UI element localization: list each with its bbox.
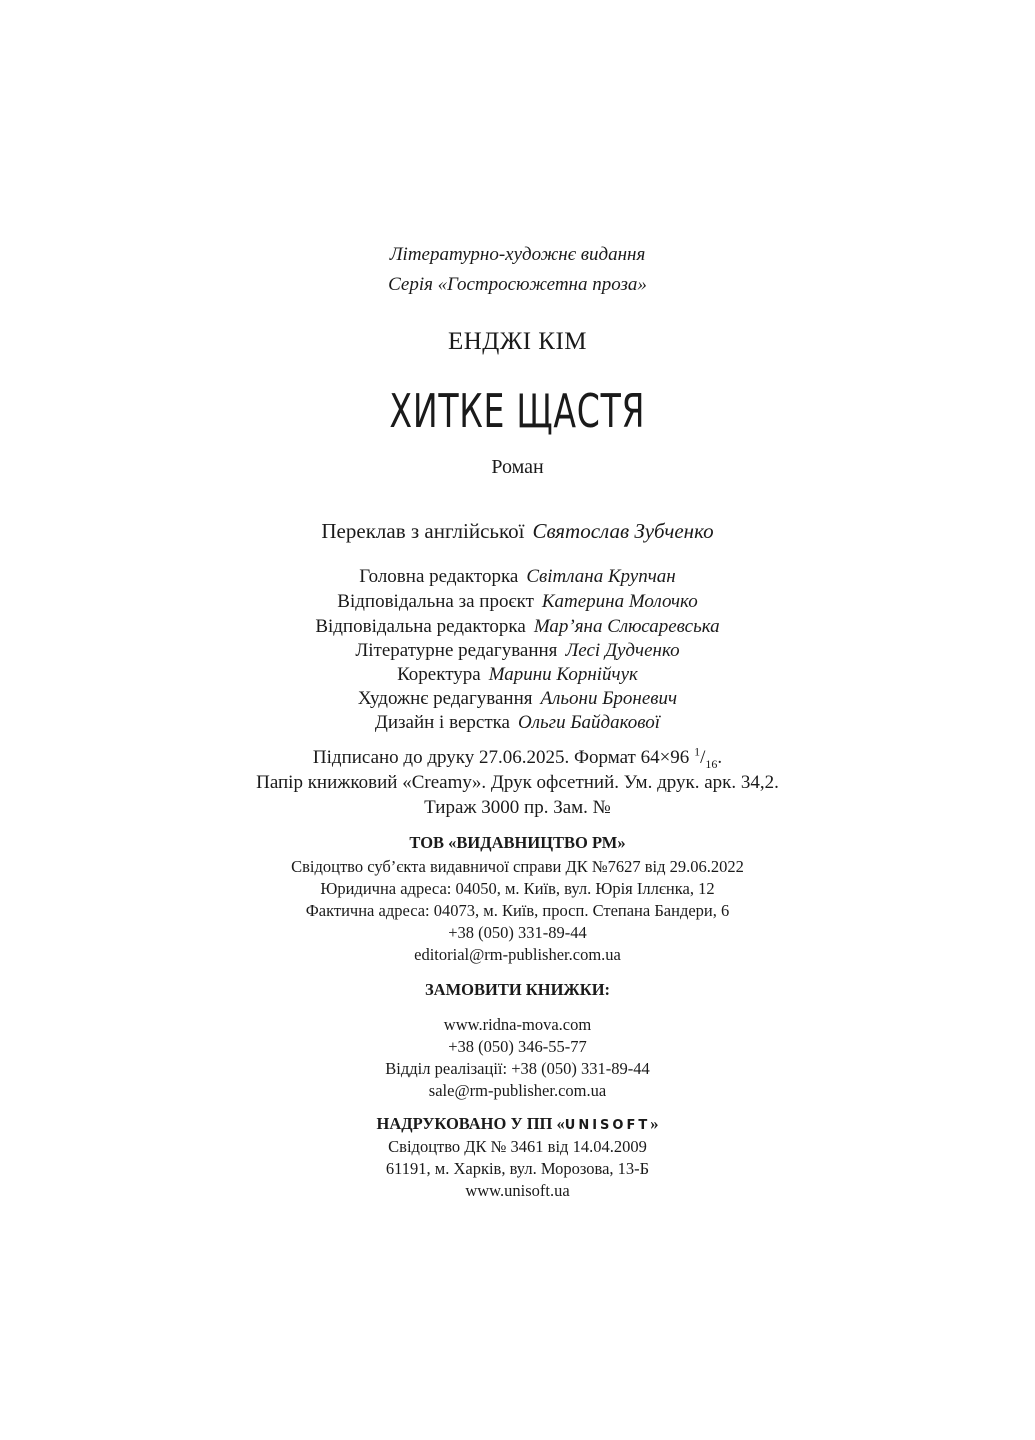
credit-role: Відповідальна за проєкт bbox=[337, 591, 534, 612]
credit-role: Художнє редагування bbox=[357, 688, 533, 709]
print-date-format: Підписано до друку 27.06.2025. Формат 64×96 bbox=[312, 747, 690, 768]
credit-person: Катерина Молочко bbox=[541, 591, 698, 612]
orders-phone: +38 (050) 346-55-77 bbox=[448, 1037, 587, 1056]
credit-line bbox=[0, 712, 1035, 734]
credit-line bbox=[0, 566, 1035, 588]
genre: Роман bbox=[491, 456, 544, 478]
credit-person: Альони Броневич bbox=[540, 688, 678, 709]
publisher-heading: ТОВ «ВИДАВНИЦТВО РМ» bbox=[409, 833, 626, 852]
orders-website: www.ridna-mova.com bbox=[443, 1015, 592, 1034]
edition-type: Літературно-художнє видання bbox=[389, 244, 646, 265]
author-name: ЕНДЖІ КІМ bbox=[447, 328, 588, 355]
credit-person: Ольги Байдакової bbox=[518, 712, 661, 733]
credit-role: Відповідальна редакторка bbox=[315, 616, 526, 637]
publisher-actual-address: Фактична адреса: 04073, м. Київ, просп. Степана Бандери, 6 bbox=[305, 901, 730, 920]
credit-line bbox=[0, 640, 1035, 662]
translator-name: Святослав Зубченко bbox=[532, 519, 714, 543]
credit-person: Світлана Крупчан bbox=[526, 566, 676, 587]
printer-heading-prefix: НАДРУКОВАНО У ПП « bbox=[376, 1114, 565, 1133]
orders-email: sale@rm-publisher.com.ua bbox=[428, 1081, 607, 1100]
paper-spec-line: Папір книжковий «Creamy». Друк офсетний. Ум. друк. арк. 34,2. bbox=[256, 772, 779, 793]
credit-role: Головна редакторка bbox=[359, 566, 519, 587]
format-numerator: 1 bbox=[694, 744, 701, 759]
orders-heading: ЗАМОВИТИ КНИЖКИ: bbox=[424, 980, 611, 999]
credit-line bbox=[0, 688, 1035, 710]
printer-website: www.unisoft.ua bbox=[465, 1181, 570, 1200]
credit-line bbox=[0, 591, 1035, 613]
credit-role: Дизайн і верстка bbox=[374, 712, 510, 733]
orders-sales-dept: Відділ реалізації: +38 (050) 331-89-44 bbox=[385, 1059, 650, 1078]
credit-line bbox=[0, 664, 1035, 686]
print-signed-line bbox=[0, 744, 1035, 771]
publisher-legal-address: Юридична адреса: 04050, м. Київ, вул. Юрія Іллєнка, 12 bbox=[320, 879, 715, 898]
translator-credit bbox=[0, 519, 1035, 544]
printer-address: 61191, м. Харків, вул. Морозова, 13-Б bbox=[385, 1159, 650, 1178]
format-period: . bbox=[717, 747, 723, 768]
series-name: Серія «Гостросюжетна проза» bbox=[388, 274, 647, 295]
printer-heading bbox=[0, 1114, 1035, 1134]
credit-line bbox=[0, 616, 1035, 638]
book-title: ХИТКЕ ЩАСТЯ bbox=[389, 384, 646, 438]
print-run-line: Тираж 3000 пр. Зам. № bbox=[424, 797, 611, 818]
format-denominator: 16 bbox=[705, 756, 718, 771]
publisher-phone: +38 (050) 331-89-44 bbox=[448, 923, 587, 942]
credit-person: Лесі Дудченко bbox=[565, 640, 680, 661]
credit-role: Літературне редагування bbox=[355, 640, 558, 661]
translator-label: Переклав з англійської bbox=[321, 519, 525, 543]
format-slash: / bbox=[700, 747, 706, 768]
printer-certificate: Свідоцтво ДК № 3461 від 14.04.2009 bbox=[388, 1137, 647, 1156]
publisher-certificate: Свідоцтво суб’єкта видавничої справи ДК №7627 від 29.06.2022 bbox=[291, 857, 744, 876]
credit-role: Коректура bbox=[397, 664, 481, 685]
printer-heading-suffix: » bbox=[650, 1114, 659, 1133]
credit-person: Мар’яна Слюсаревська bbox=[533, 616, 720, 637]
publisher-email: editorial@rm-publisher.com.ua bbox=[414, 945, 621, 964]
printer-brand: UNISOFT bbox=[564, 1118, 651, 1133]
credit-person: Марини Корнійчук bbox=[488, 664, 638, 685]
